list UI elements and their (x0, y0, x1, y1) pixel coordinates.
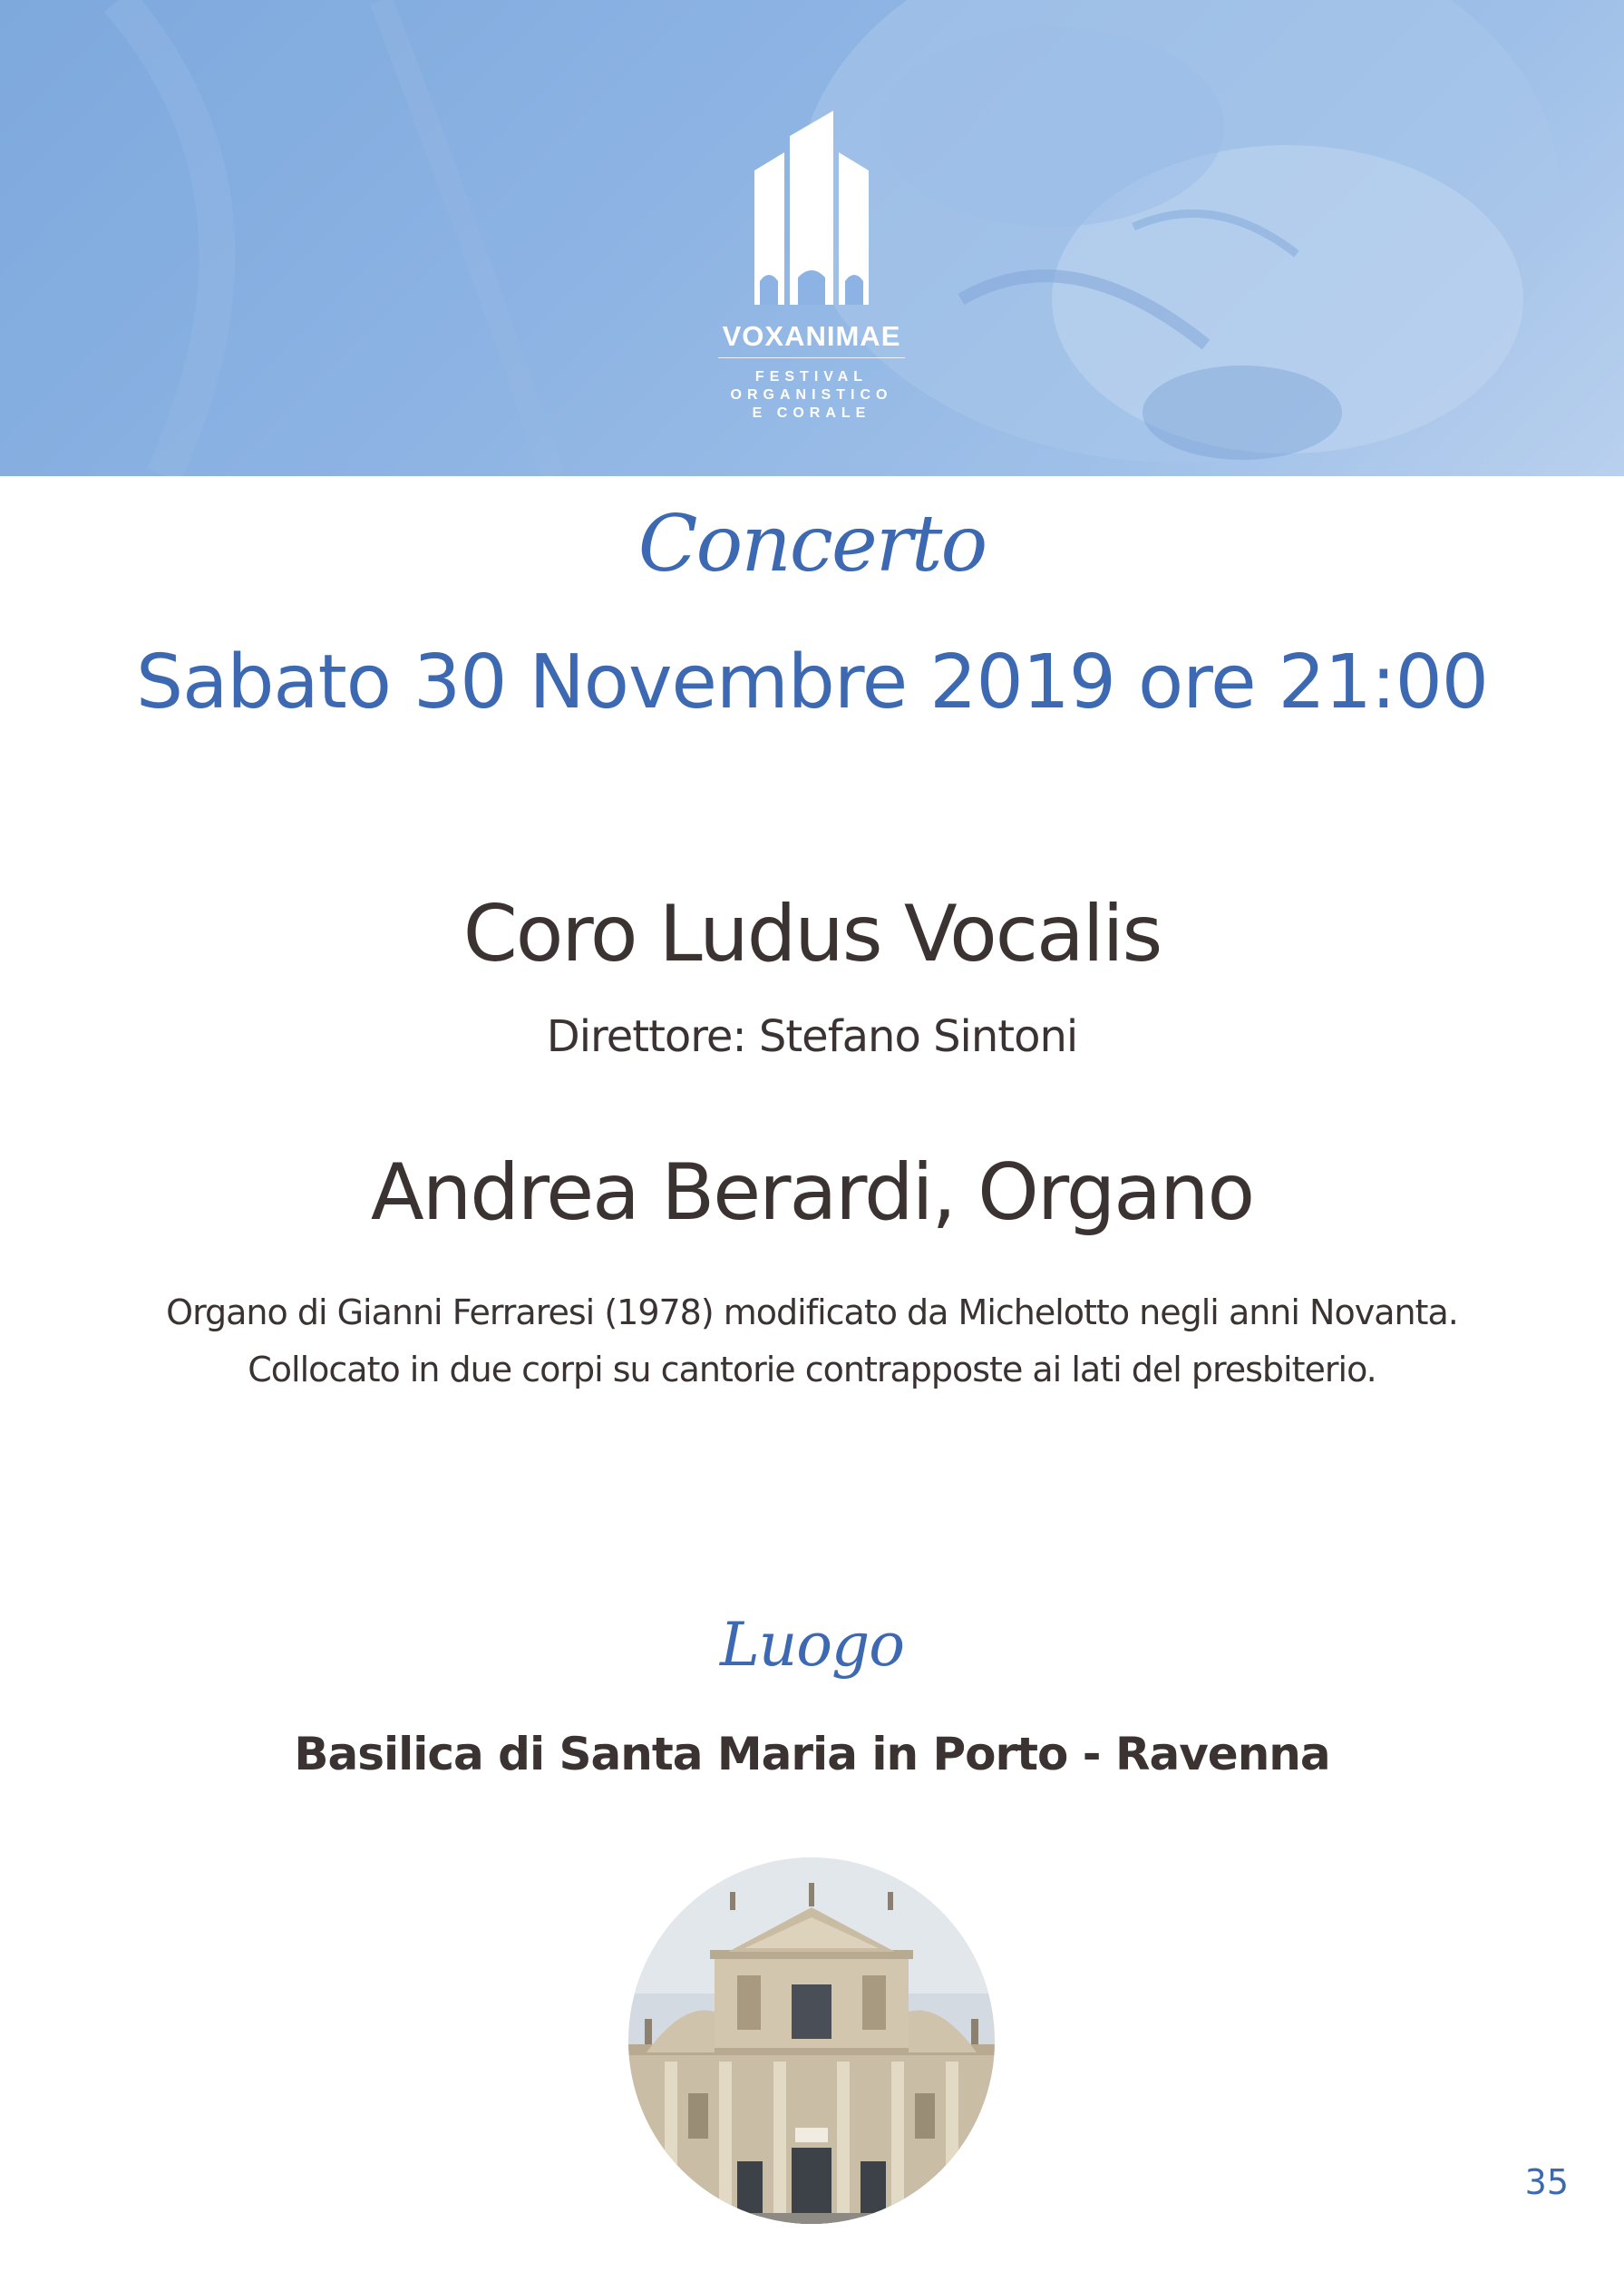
basilica-photo (628, 1857, 995, 2224)
event-type-heading: Concerto (637, 499, 987, 590)
organ-description-line-2: Collocato in due corpi su cantorie contrapposte ai lati del presbiterio. (248, 1350, 1376, 1389)
header-banner (0, 0, 1624, 476)
venue-name: Basilica di Santa Maria in Porto - Ravenna (294, 1728, 1330, 1780)
basilica-facade-image (628, 1857, 995, 2224)
choir-director: Direttore: Stefano Sintoni (546, 1011, 1078, 1062)
choir-name: Coro Ludus Vocalis (462, 889, 1162, 980)
logo-wordmark: VOXANIMAE (722, 320, 901, 352)
logo-subtitle-line-2: ORGANISTICO (730, 387, 893, 403)
voxanimae-logo (698, 100, 925, 426)
logo-subtitle-line-1: FESTIVAL (754, 369, 869, 385)
page-number: 35 (1524, 2162, 1569, 2202)
event-datetime: Sabato 30 Novembre 2019 ore 21:00 (136, 639, 1488, 726)
organ-pipes-logo-icon (698, 100, 925, 317)
organ-description-line-1: Organo di Gianni Ferraresi (1978) modificato da Michelotto negli anni Novanta. (166, 1292, 1458, 1332)
logo-subtitle-line-3: E CORALE (752, 405, 871, 421)
location-heading: Luogo (719, 1610, 905, 1680)
logo-divider (718, 357, 905, 358)
organist-name: Andrea Berardi, Organo (370, 1147, 1254, 1238)
